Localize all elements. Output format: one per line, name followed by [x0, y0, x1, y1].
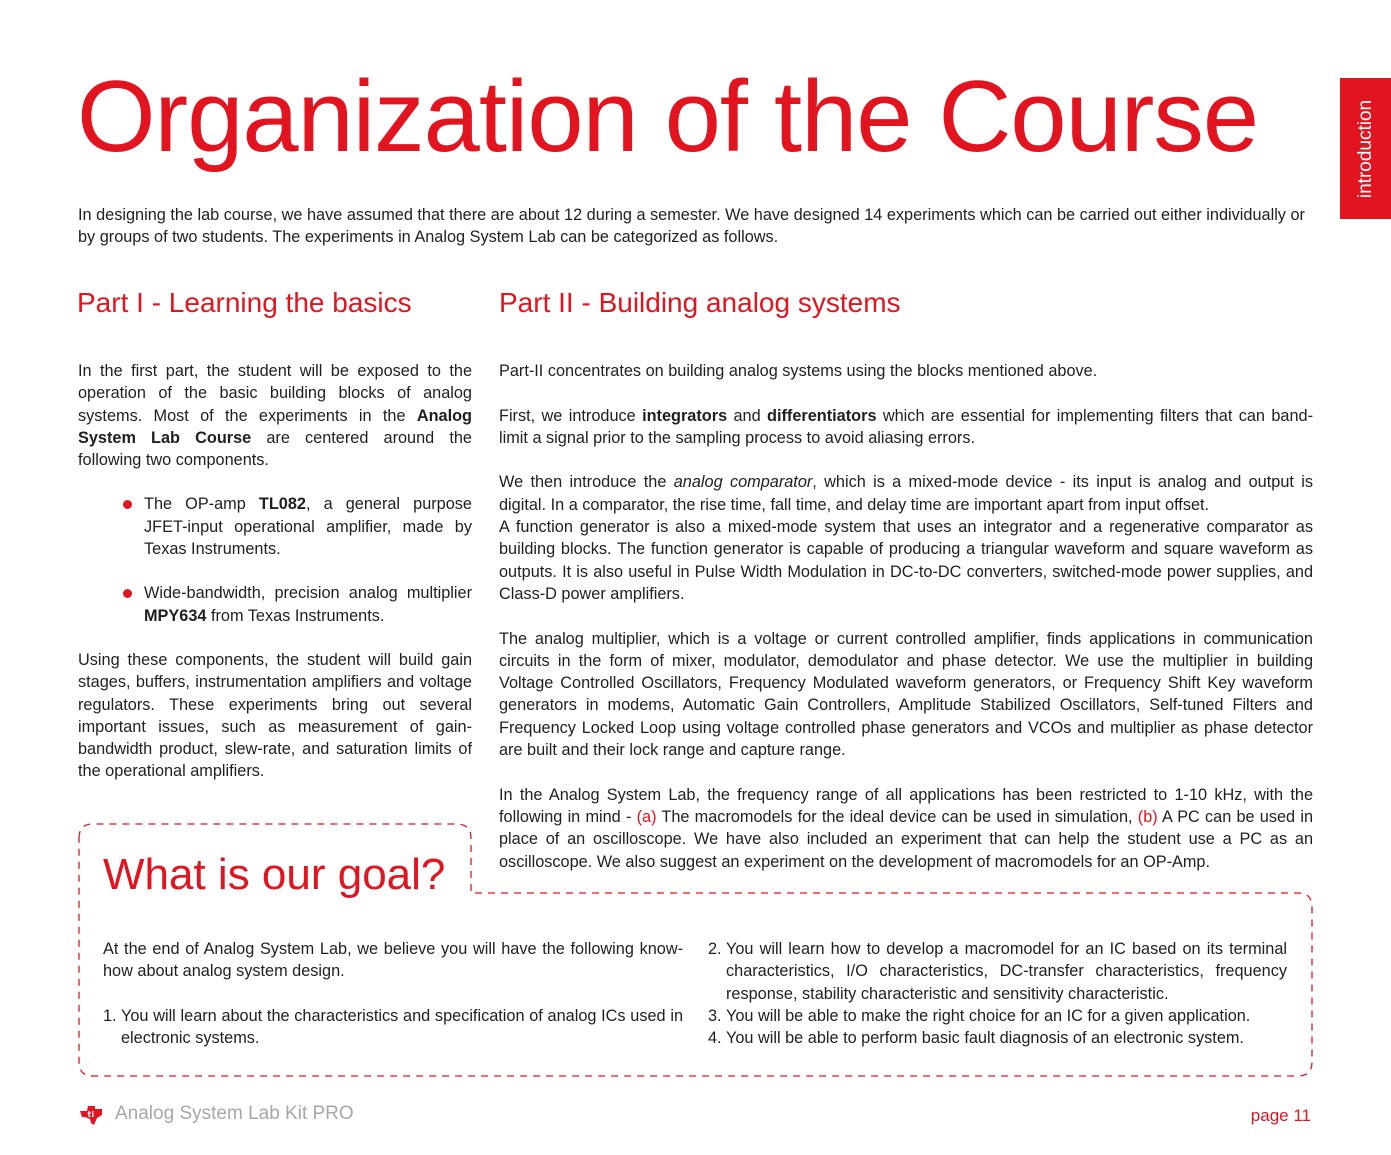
svg-text:ti: ti: [87, 1110, 95, 1119]
list-item: Wide-bandwidth, precision analog multiplier MPY634 from Texas Instruments.: [144, 582, 472, 627]
footer-title: Analog System Lab Kit PRO: [115, 1103, 354, 1124]
list-item: The OP-amp TL082, a general purpose JFET-input operational amplifier, made by Texas Instruments.: [144, 493, 472, 560]
part2-paragraph: First, we introduce integrators and differentiators which are essential for implementing filters that can band-limit a signal prior to the sampling process to avoid aliasing errors.: [499, 406, 1313, 447]
part2-paragraph: A function generator is also a mixed-mode system that uses an integrator and a regenerative comparator as building blocks. The function generator is capable of producing a triangular waveform and square waveform as outputs. It is also useful in Pulse Width Modulation in DC-to-DC converters, switched-mode power supplies, and Class-D power amplifiers.: [499, 518, 1313, 603]
ti-logo-icon: [78, 1102, 104, 1128]
part1-paragraph: Using these components, the student will build gain stages, buffers, instrumentation amplifiers and voltage regulators. These experiments bring out several important issues, such as measurement of gain- bandwidth product, slew-rate, and saturation limits of the operational amplifiers.: [78, 650, 472, 781]
list-item: 3. You will be able to make the right choice for an IC for a given application.: [708, 1006, 1251, 1025]
list-item: 4. You will be able to perform basic fault diagnosis of an electronic system.: [708, 1029, 1244, 1048]
goal-right-column: [708, 938, 1287, 1049]
page-number: page 11: [1250, 1106, 1311, 1125]
bullet-icon: [123, 500, 132, 509]
page-title: Organization of the Course: [77, 61, 1259, 173]
part2-heading: Part II - Building analog systems: [499, 287, 901, 318]
list-item: 1. You will learn about the characteristics and specification of analog ICs used in electronic systems.: [103, 1006, 683, 1048]
intro-paragraph: In designing the lab course, we have assumed that there are about 12 during a semester. We have designed 14 experiments which can be carried out either individually or by groups of two students. The experiments in Analog System Lab can be categorized as follows.: [78, 206, 1305, 247]
part1-heading: Part I - Learning the basics: [77, 287, 412, 318]
part2-paragraph: The analog multiplier, which is a voltage or current controlled amplifier, finds applications in communication circuits in the form of mixer, modulator, demodulator and phase detector. We use the multiplier in building Voltage Controlled Oscillators, Frequency Modulated waveform generators, or Frequency Shift Key waveform generators in modems, Automatic Gain Controllers, Amplitude Stabilized Oscillators, Self-tuned Filters and Frequency Locked Loop using voltage controlled phase generators and VCOs and multiplier as phase detector are built and their lock range and capture range.: [499, 629, 1313, 760]
part1-column: [78, 360, 472, 783]
goal-intro: At the end of Analog System Lab, we believe you will have the following know-how about analog system design.: [103, 940, 683, 981]
goal-left-column: [103, 938, 683, 1049]
component-list: [78, 493, 472, 626]
goal-title: What is our goal?: [103, 850, 446, 899]
part2-column: [499, 360, 1313, 873]
part1-paragraph: In the first part, the student will be exposed to the operation of the basic building blocks of analog systems. Most of the experiments in the Analog System Lab Course are centered around the following two components.: [78, 362, 472, 470]
section-tab: [1340, 78, 1391, 219]
list-item: 2. You will learn how to develop a macromodel for an IC based on its terminal characteristics, I/O characteristics, DC-transfer characteristics, frequency response, stability characteristic and sensitivity characteristic.: [708, 940, 1287, 1003]
bullet-icon: [123, 589, 132, 598]
part2-paragraph: In the Analog System Lab, the frequency range of all applications has been restricted to 1-10 kHz, with the following in mind - (a) The macromodels for the ideal device can be used in simulation, (b) A PC can be used in place of an oscilloscope. We have also included an experiment that can help the student use a PC as an oscilloscope. We also suggest an experiment on the development of macromodels for an OP-Amp.: [499, 785, 1313, 871]
part2-paragraph: We then introduce the analog comparator, which is a mixed-mode device - its input is analog and output is digital. In a comparator, the rise time, fall time, and delay time are important apart from input offset.: [499, 473, 1313, 514]
part2-paragraph: Part-II concentrates on building analog systems using the blocks mentioned above.: [499, 362, 1098, 380]
section-tab-label: introduction: [1354, 99, 1376, 198]
